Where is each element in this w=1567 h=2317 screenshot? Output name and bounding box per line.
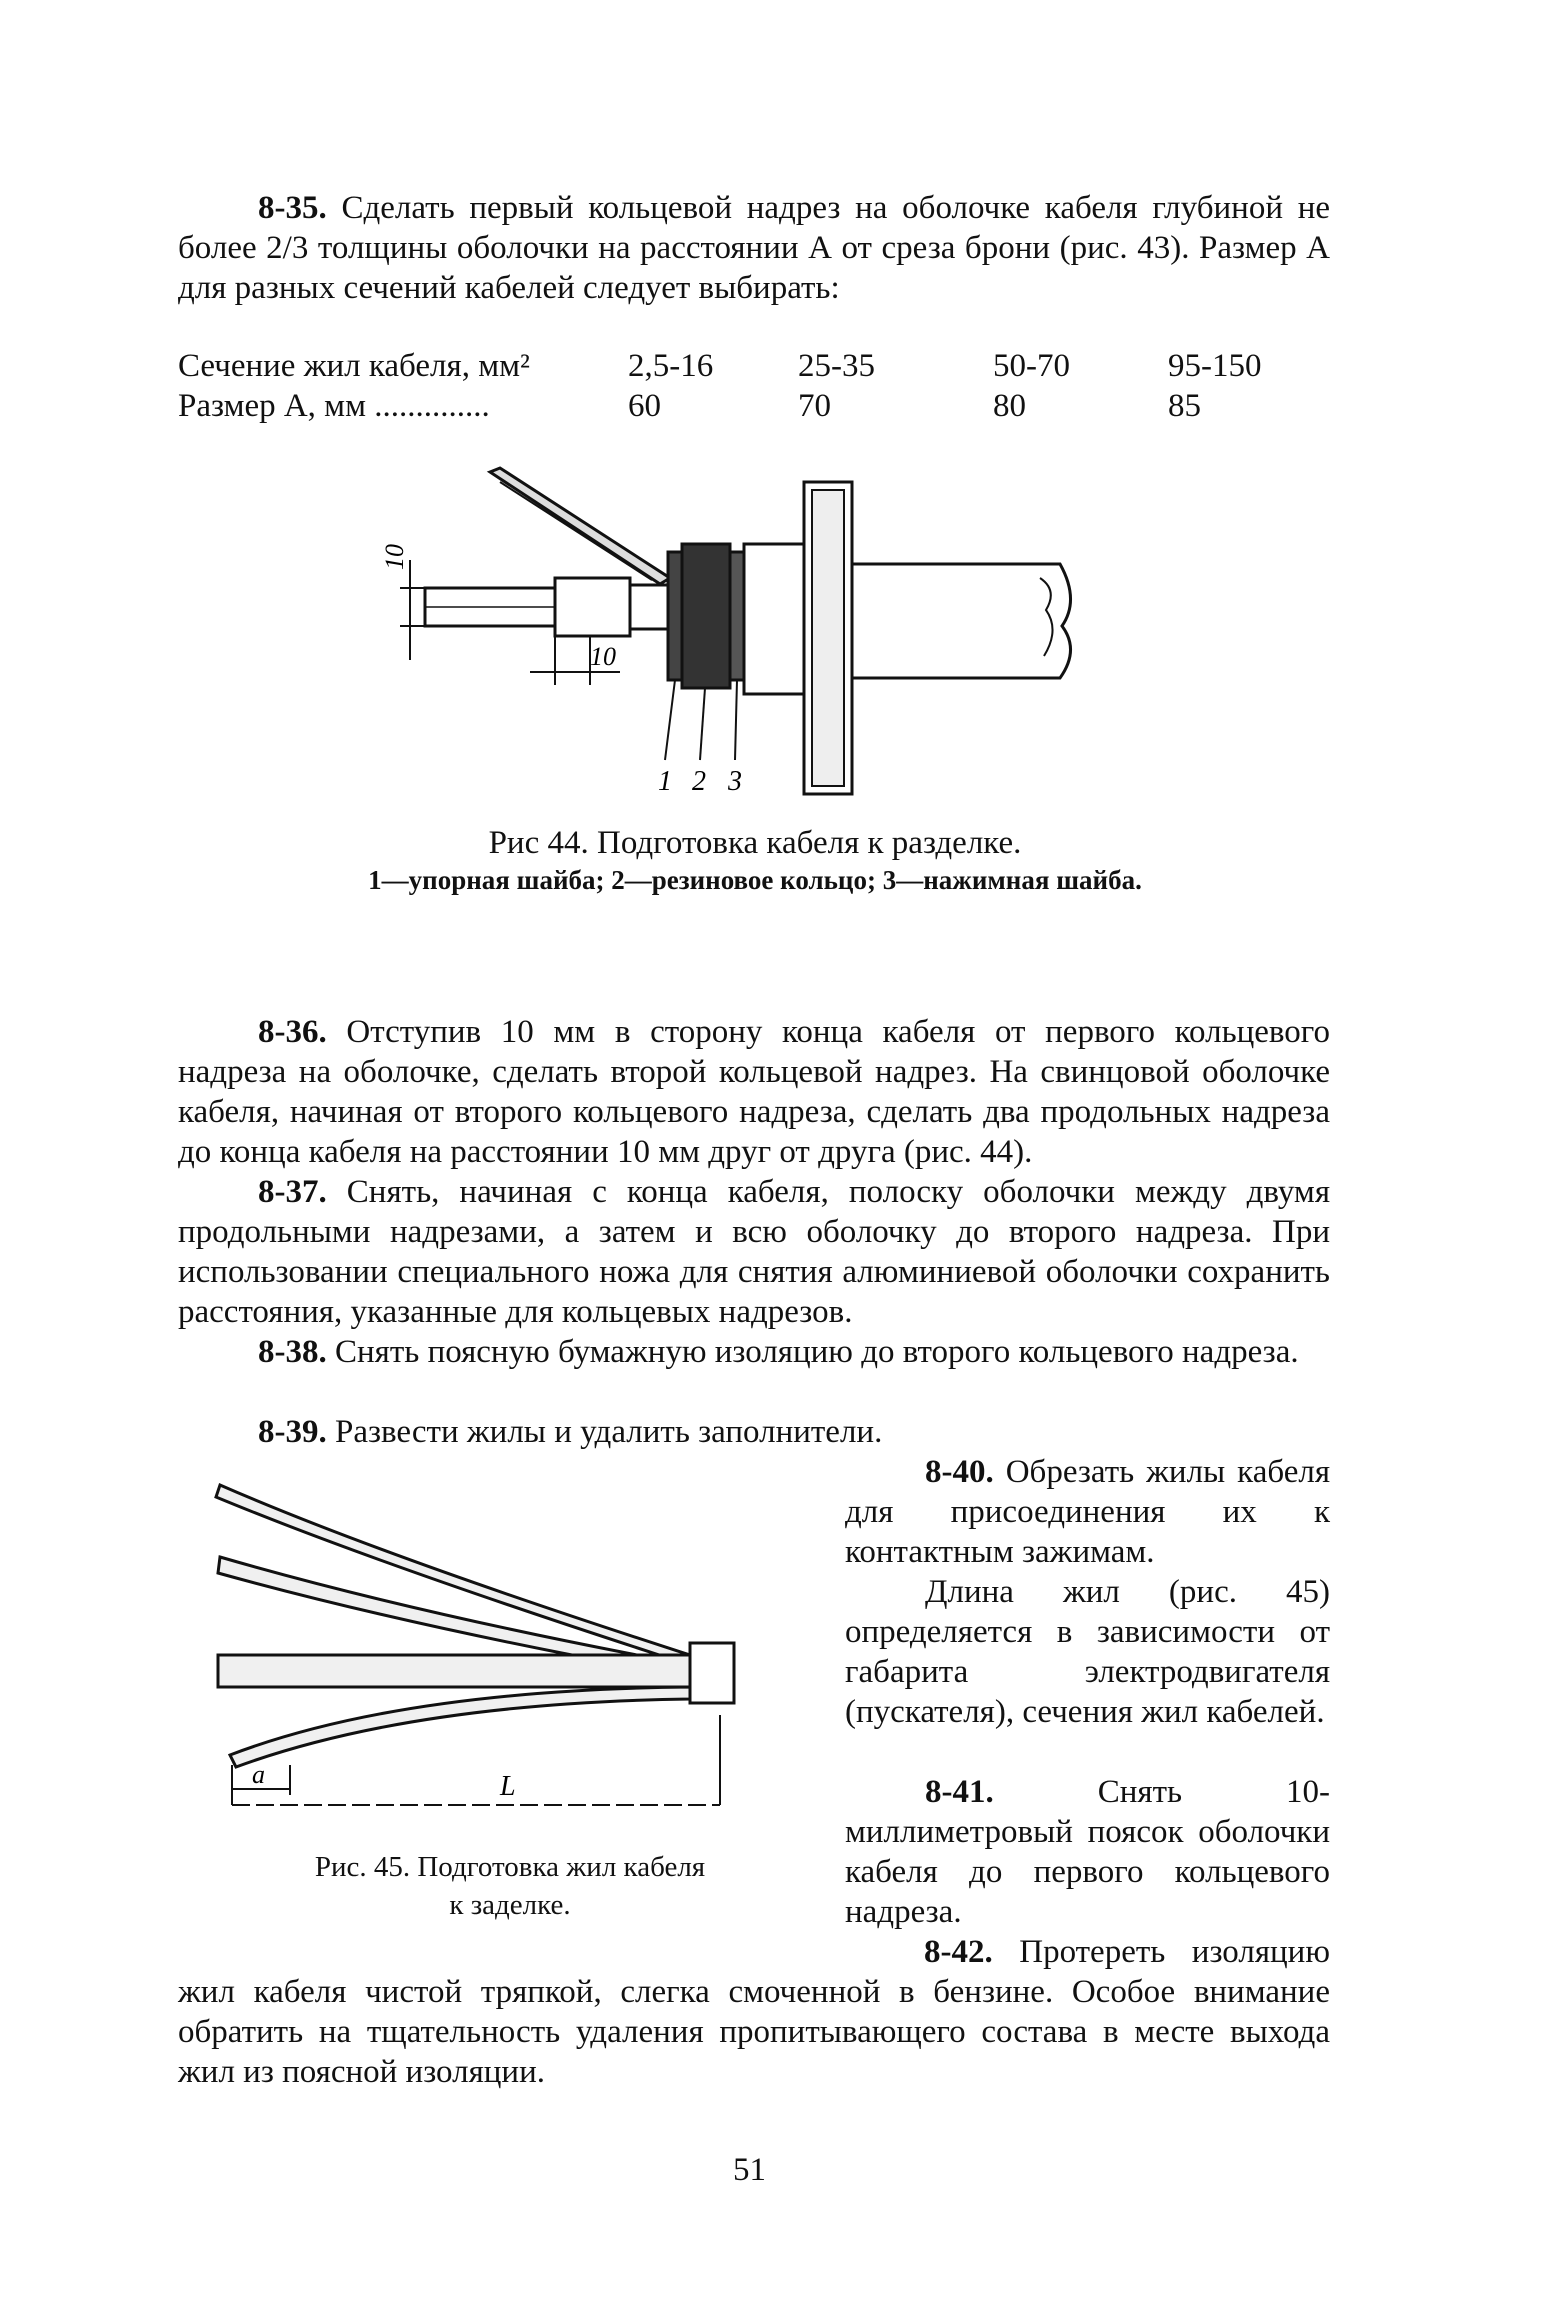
item-number: 8-38.: [258, 1334, 327, 1370]
paragraph-8-39: [178, 1412, 1330, 1452]
paragraph-text: Протереть изоляцию жил кабеля чистой тряпкой, слегка смоченной в бензине. Особое внимание обратить на тщательность удаления пропитывающего состава в месте выхода жил из поясной изоляции.: [178, 1934, 1330, 2090]
paragraph-text: Обрезать жилы кабеля для присоединения их к контактным зажимам.: [845, 1454, 1330, 1570]
cable-sheath-end: [690, 1643, 734, 1703]
paragraph-8-36: [178, 1012, 1330, 1172]
dim-label-vertical: 10: [380, 544, 409, 570]
paragraph-8-35: [178, 188, 1330, 308]
paragraph-text: Снять 10-миллиметровый поясок оболочки кабеля до первого кольцевого надреза.: [845, 1774, 1330, 1930]
table-cell: 70: [798, 388, 831, 424]
dim-label-L: L: [500, 1771, 516, 1802]
table-cell: 2,5-16: [628, 348, 714, 384]
paragraph-8-40: [845, 1452, 1330, 1572]
rubber-ring: [682, 544, 730, 688]
pressure-washer: [730, 552, 744, 680]
paragraph-text: Снять, начиная с конца кабеля, полоску оболочки между двумя продольными надрезами, а затем и всю оболочку до второго надреза. При использовании специального ножа для снятия алюминиевой оболочки сохранить расстояния, указанные для кольцевых надрезов.: [178, 1174, 1330, 1330]
table-cell: 80: [993, 388, 1026, 424]
cable-core-4: [230, 1687, 690, 1767]
cable-core-3: [218, 1655, 690, 1687]
callout-1: 1: [658, 766, 672, 797]
figure-44-caption: [180, 823, 1330, 897]
cable-end: [555, 578, 630, 636]
table-cell: 50-70: [993, 348, 1070, 384]
caption-title: Рис 44. Подготовка кабеля к разделке.: [488, 825, 1022, 861]
item-number: 8-40.: [925, 1454, 994, 1490]
item-number: 8-35.: [258, 190, 327, 226]
paragraph-text: Сделать первый кольцевой надрез на оболочке кабеля глубиной не более 2/3 толщины оболочки на расстоянии А от среза брони (рис. 43). Размер А для разных сечений кабелей следует выбирать:: [178, 190, 1330, 306]
paragraph-text: Снять поясную бумажную изоляцию до второго кольцевого надреза.: [326, 1334, 1299, 1370]
paragraph-8-38: [178, 1332, 1330, 1372]
figure-44-cable-preparation: [340, 460, 1140, 820]
callout-3: 3: [728, 766, 742, 797]
cable-body: [744, 544, 804, 694]
caption-title-line1: Рис. 45. Подготовка жил кабеля: [314, 1851, 706, 1883]
caption-title-line2: к заделке.: [449, 1889, 571, 1921]
item-number: 8-41.: [925, 1774, 994, 1810]
item-number: 8-42.: [924, 1934, 993, 1970]
page-number: 51: [733, 2152, 766, 2188]
row-label: Размер А, мм ..............: [178, 388, 490, 424]
paragraph-8-40-cont: [845, 1572, 1330, 1732]
cable-sheath-section: [630, 585, 668, 629]
figure-45-core-preparation: [200, 1465, 800, 1825]
row-label: Сечение жил кабеля, мм²: [178, 348, 530, 384]
callout-2: 2: [692, 766, 706, 797]
paragraph-text: Развести жилы и удалить заполнители.: [326, 1414, 883, 1450]
paragraph-text: Длина жил (рис. 45) определяется в зависимости от габарита электродвигателя (пускателя), сечения жил кабелей.: [845, 1574, 1330, 1730]
paragraph-text: Отступив 10 мм в сторону конца кабеля от первого кольцевого надреза на оболочке, сделать второй кольцевой надрез. На свинцовой оболочке кабеля, начиная от второго кольцевого надреза, сделать два продольных надреза до конца кабеля на расстоянии 10 мм друг от друга (рис. 44).: [178, 1014, 1330, 1170]
table-cell: 25-35: [798, 348, 875, 384]
item-number: 8-37.: [258, 1174, 327, 1210]
sheath-strip: [490, 468, 670, 584]
item-number: 8-39.: [258, 1414, 327, 1450]
figure-45-caption: [250, 1848, 770, 1924]
paragraph-8-37: [178, 1172, 1330, 1332]
dim-label-a: a: [252, 1760, 265, 1789]
dim-label-horizontal: 10: [590, 642, 616, 671]
caption-legend: 1—упорная шайба; 2—резиновое кольцо; 3—нажимная шайба.: [368, 865, 1142, 895]
thrust-washer: [668, 552, 682, 680]
armored-cable: [852, 564, 1071, 678]
paragraph-8-41: [845, 1772, 1330, 1932]
table-cell: 85: [1168, 388, 1201, 424]
table-cell: 95-150: [1168, 348, 1262, 384]
table-cell: 60: [628, 388, 661, 424]
paragraph-8-42: [178, 1932, 1330, 2092]
item-number: 8-36.: [258, 1014, 327, 1050]
